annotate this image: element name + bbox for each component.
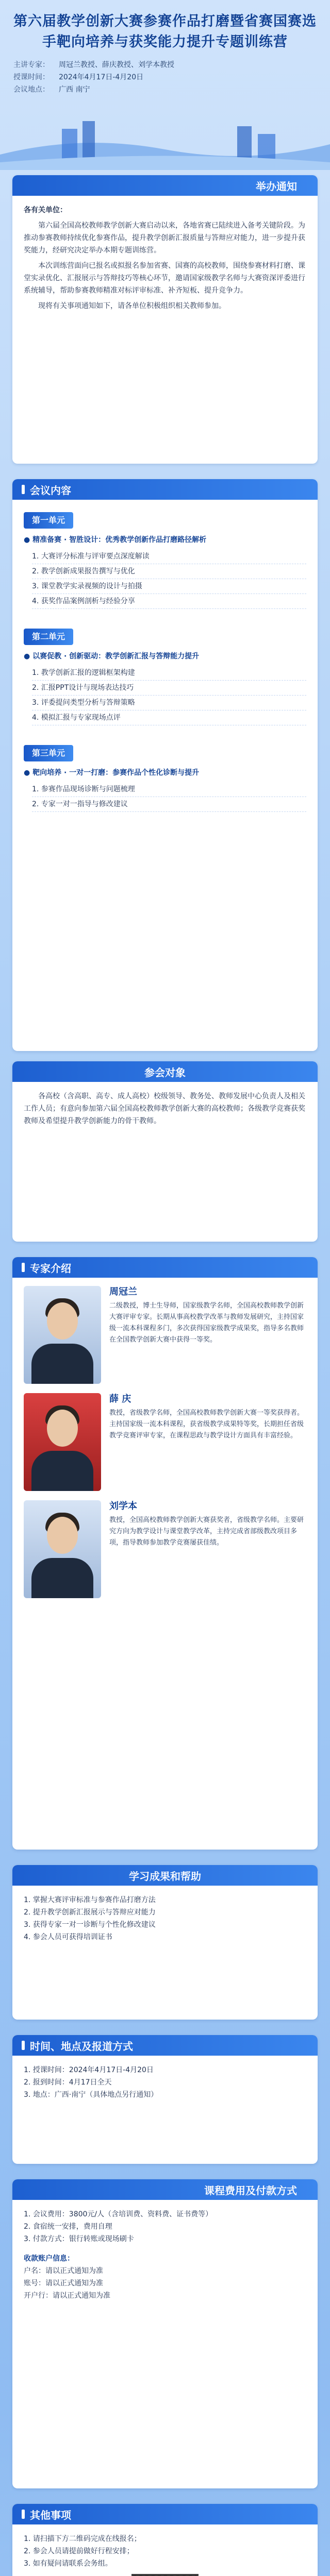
expert-desc: 教授，全国高校教师教学创新大赛获奖者，省级教学名师。主要研究方向为教学设计与课堂教学改革，主持完成省部级教改项目多项，指导教师参加教学竞赛屡获佳绩。	[109, 1516, 304, 1547]
unit-item: 2. 教学创新成果报告撰写与优化	[32, 564, 306, 579]
time-header	[12, 2035, 318, 2056]
time-item: 1. 授课时间：2024年4月17日-4月20日	[24, 2066, 154, 2074]
expert-desc: 二级教授，博士生导师，国家级教学名师，全国高校教师教学创新大赛评审专家。长期从事高校教学改革与教师发展研究，主持国家级一流本科课程多门，多次获得国家级教学成果奖，指导多名教师在全国教学创新大赛中获得一等奖。	[109, 1302, 304, 1344]
unit-list	[32, 782, 306, 812]
fee-item: 3. 付款方式：银行转账或现场刷卡	[24, 2235, 134, 2243]
other-item: 2. 参会人员请提前做好行程安排；	[24, 2547, 134, 2555]
experts-section	[12, 1257, 318, 1850]
hero-info	[13, 59, 317, 96]
other-section	[12, 2504, 318, 2576]
hero-info-value: 周冠兰教授、薛庆教授、刘学本教授	[59, 61, 174, 69]
audience-body	[12, 1082, 318, 1139]
unit-item: 3. 评委提问类型分析与答辩策略	[32, 696, 306, 710]
qr-code-icon[interactable]	[131, 2574, 199, 2576]
notice-paragraph: 第六届全国高校教师教学创新大赛启动以来，各地省赛已陆续进入备考关键阶段。为推动参赛教师持续优化参赛作品，提升教学创新汇报质量与答辩应对能力，进一步提升获奖能力，经研究决定举办本期专题训练营。	[24, 222, 305, 255]
other-item: 3. 如有疑问请联系会务组。	[24, 2560, 112, 2568]
content-heading: 会议内容	[30, 484, 71, 497]
notice-paragraph: 现将有关事项通知如下，请各单位积极组织相关教师参加。	[38, 302, 226, 310]
fees-heading: 课程费用及付款方式	[204, 2184, 297, 2197]
fee-item: 1. 会议费用：3800元/人（含培训费、资料费、证书费等）	[24, 2210, 213, 2218]
content-body	[12, 500, 318, 820]
unit-item: 1. 大赛评分标准与评审要点深度解读	[32, 549, 306, 564]
fee-item: 2. 食宿统一安排，费用自理	[24, 2223, 112, 2231]
experts-header	[12, 1257, 318, 1278]
time-heading: 时间、地点及报道方式	[30, 2040, 133, 2053]
unit-list	[32, 549, 306, 609]
experts-heading: 专家介绍	[30, 1262, 71, 1275]
time-item: 2. 报到时间：4月17日全天	[24, 2078, 112, 2087]
bank-title: 收款账户信息：	[24, 2255, 74, 2263]
expert-card	[24, 1286, 306, 1384]
unit-item: 4. 模拟汇报与专家现场点评	[32, 710, 306, 725]
expert-name: 周冠兰	[109, 1286, 137, 1297]
notice-header	[12, 175, 318, 196]
hero-info-value: 2024年4月17日-4月20日	[59, 73, 144, 81]
expert-name: 刘学本	[109, 1501, 137, 1512]
hero-city-illustration	[0, 113, 330, 170]
audience-section	[12, 1061, 318, 1242]
notice-greeting: 各有关单位：	[24, 206, 67, 214]
header-deco	[22, 1263, 25, 1272]
hero-info-key: 主讲专家：	[13, 61, 50, 69]
unit-item: 2. 专家一对一指导与修改建议	[32, 797, 306, 812]
time-item: 3. 地点：广西·南宁（具体地点另行通知）	[24, 2091, 158, 2099]
spacer	[24, 725, 306, 741]
audience-text: 各高校（含高职、高专、成人高校）校级领导、教务处、教师发展中心负责人及相关工作人员；有意向参加第六届全国高校教师教学创新大赛的高校教师；各级教学竞赛获奖教师及希望提升教学创新能力的骨干教师。	[24, 1092, 305, 1125]
other-header	[12, 2504, 318, 2524]
hero-info-row	[13, 71, 317, 83]
hero-info-key: 会议地点：	[13, 86, 50, 94]
unit-block	[24, 624, 306, 725]
hero-info-value: 广西 南宁	[59, 86, 90, 94]
time-body	[12, 2056, 318, 2109]
time-section	[12, 2035, 318, 2164]
notice-heading: 举办通知	[256, 180, 297, 193]
content-section	[12, 479, 318, 1051]
unit-item: 2. 汇报PPT设计与现场表达技巧	[32, 681, 306, 696]
other-body	[12, 2524, 318, 2576]
hero-info-key: 授课时间：	[13, 73, 50, 81]
unit-item: 3. 课堂教学实录视频的设计与拍摄	[32, 579, 306, 594]
spacer	[24, 609, 306, 624]
unit-topic: ● 精准备赛 · 智胜设计：优秀教学创新作品打磨路径解析	[24, 536, 207, 544]
other-item: 1. 请扫描下方二维码完成在线报名；	[24, 2535, 141, 2543]
outcomes-header	[12, 1865, 318, 1886]
expert-name: 薛 庆	[109, 1394, 131, 1404]
bank-line: 账号：请以正式通知为准	[24, 2279, 103, 2287]
experts-body	[12, 1278, 318, 1616]
unit-list	[32, 666, 306, 725]
other-heading: 其他事项	[30, 2509, 71, 2521]
outcome-item: 4. 参会人员可获得培训证书	[24, 1933, 112, 1941]
fees-header	[12, 2179, 318, 2200]
unit-item: 1. 参赛作品现场诊断与问题梳理	[32, 782, 306, 797]
bank-line: 户名：请以正式通知为准	[24, 2267, 103, 2275]
expert-card	[24, 1393, 306, 1491]
outcome-item: 2. 提升教学创新汇报展示与答辩应对能力	[24, 1908, 156, 1917]
unit-tag: 第三单元	[24, 745, 73, 761]
outcomes-section	[12, 1865, 318, 2020]
hero-info-row	[13, 59, 317, 71]
header-deco	[22, 2510, 25, 2519]
outcome-item: 3. 获得专家一对一诊断与个性化修改建议	[24, 1921, 156, 1929]
bank-line: 开户行：请以正式通知为准	[24, 2292, 110, 2300]
unit-item: 4. 获奖作品案例剖析与经验分享	[32, 594, 306, 609]
header-deco	[22, 485, 25, 494]
unit-topic: ● 靶向培养 · 一对一打磨：参赛作品个性化诊断与提升	[24, 769, 200, 777]
unit-block	[24, 741, 306, 812]
unit-topic: ● 以赛促教 · 创新驱动：教学创新汇报与答辩能力提升	[24, 652, 200, 660]
page-title: 第六届教学创新大赛参赛作品打磨暨省赛国赛选手靶向培养与获奖能力提升专题训练营	[13, 13, 317, 50]
notice-body	[12, 196, 318, 324]
unit-block	[24, 508, 306, 609]
expert-card	[24, 1500, 306, 1598]
unit-tag: 第一单元	[24, 512, 73, 529]
hero-info-row	[13, 83, 317, 96]
fees-body	[12, 2200, 318, 2310]
expert-photo	[24, 1393, 101, 1491]
expert-photo	[24, 1286, 101, 1384]
outcomes-heading: 学习成果和帮助	[129, 1870, 201, 1883]
audience-heading: 参会对象	[144, 1066, 186, 1079]
outcome-item: 1. 掌握大赛评审标准与参赛作品打磨方法	[24, 1896, 156, 1904]
notice-paragraph: 本次训练营面向已报名或拟报名参加省赛、国赛的高校教师，围绕参赛材料打磨、课堂实录优化、汇报展示与答辩技巧等核心环节，邀请国家级教学名师与大赛资深评委进行系统辅导，帮助参赛教师精准对标评审标准、补齐短板、提升竞争力。	[24, 262, 305, 295]
unit-tag: 第二单元	[24, 629, 73, 645]
expert-desc: 教授，省级教学名师，全国高校教师教学创新大赛一等奖获得者。主持国家级一流本科课程，获省级教学成果特等奖，长期担任省级教学竞赛评审专家，在课程思政与教学设计方面具有丰富经验。	[109, 1409, 304, 1439]
fees-section	[12, 2179, 318, 2488]
header-deco	[22, 2041, 25, 2050]
expert-photo	[24, 1500, 101, 1598]
audience-header	[12, 1061, 318, 1082]
unit-item: 1. 教学创新汇报的逻辑框架构建	[32, 666, 306, 681]
notice-section	[12, 175, 318, 464]
hero-banner	[0, 0, 330, 170]
outcomes-body	[12, 1886, 318, 1952]
content-header	[12, 479, 318, 500]
